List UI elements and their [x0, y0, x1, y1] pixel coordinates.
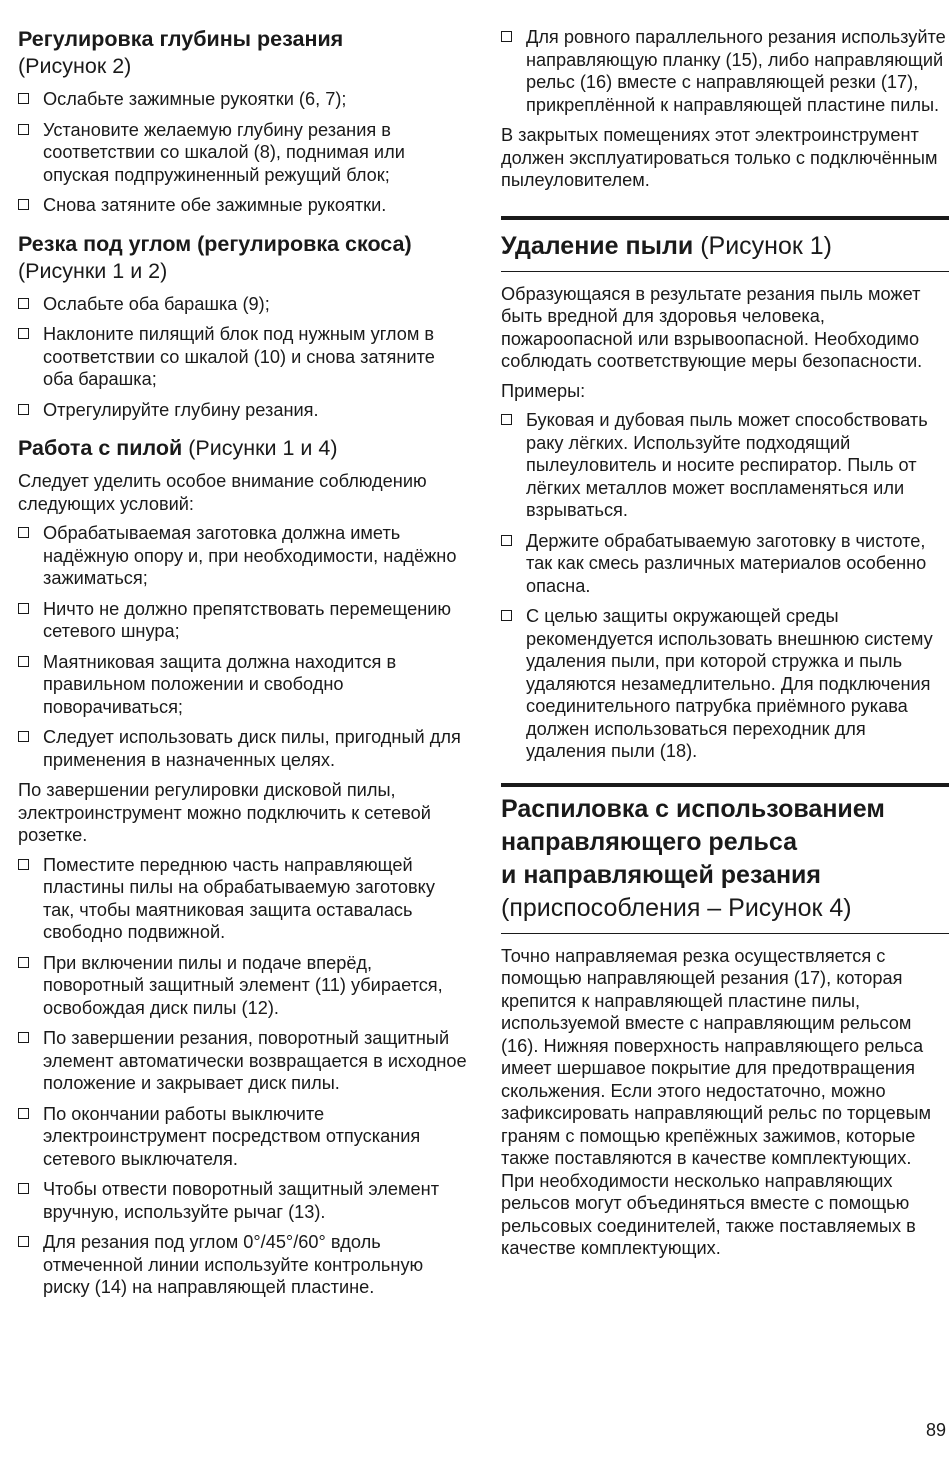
section-dust-extraction [501, 220, 949, 271]
section-divider-thin [501, 933, 949, 934]
section-heading [501, 230, 949, 263]
list-item: По завершении резания, поворотный защитный элемент автоматически возвращается в исходное положение и закрывает диск пилы. [18, 1027, 468, 1095]
section-depth-adjustment [18, 26, 468, 217]
checkbox-list [501, 409, 949, 763]
list-item: Снова затяните обе зажимные рукоятки. [18, 194, 468, 217]
checkbox-list [18, 293, 468, 422]
checkbox-list [18, 88, 468, 217]
heading-title: Регулировка глубины резания [18, 27, 344, 51]
list-item: Чтобы отвести поворотный защитный элемент вручную, используйте рычаг (13). [18, 1178, 468, 1223]
heading-title-line-2: направляющего рельса [501, 827, 797, 856]
checkbox-list [18, 522, 468, 771]
heading-suffix: (Рисунок 1) [700, 231, 832, 260]
section-heading [18, 231, 468, 285]
heading-title-line-3: и направляющей резания [501, 860, 821, 889]
list-item: Наклоните пилящий блок под нужным углом в соответствии со шкалой (10) и снова затяните оба барашка; [18, 323, 468, 391]
paragraph: Примеры: [501, 380, 586, 401]
paragraph: Следует уделить особое внимание соблюдению следующих условий: [18, 471, 427, 514]
paragraph: Образующаяся в результате резания пыль может быть вредной для здоровья человека, пожароопасной или взрывоопасной. Необходимо соблюдать соответствующие меры безопасности. [501, 283, 923, 371]
section-heading [501, 793, 949, 925]
section-heading [18, 435, 468, 462]
list-item: Держите обрабатываемую заготовку в чистоте, так как смесь различных материалов особенно опасна. [501, 530, 949, 598]
heading-suffix: (Рисунки 1 и 4) [188, 436, 338, 460]
heading-title: Удаление пыли [501, 231, 694, 260]
heading-title-line-1: Распиловка с использованием [501, 794, 885, 823]
list-item: Для резания под углом 0°/45°/60° вдоль отмеченной линии используйте контрольную риску (14) на направляющей пластине. [18, 1231, 468, 1299]
heading-subtitle: (Рисунок 2) [18, 54, 132, 78]
list-item: Маятниковая защита должна находится в правильном положении и свободно поворачиваться; [18, 651, 468, 719]
heading-subtitle: (приспособления – Рисунок 4) [501, 893, 852, 922]
paragraph: По завершении регулировки дисковой пилы, электроинструмент можно подключить к сетевой розетке. [18, 780, 431, 845]
checkbox-list [501, 26, 949, 116]
list-item: Ничто не должно препятствовать перемещению сетевого шнура; [18, 598, 468, 643]
list-item: При включении пилы и подаче вперёд, поворотный защитный элемент (11) убирается, освобождая диск пилы (12). [18, 952, 468, 1020]
section-bevel-cut [18, 231, 468, 422]
list-item: Отрегулируйте глубину резания. [18, 399, 468, 422]
heading-title: Резка под углом (регулировка скоса) [18, 231, 412, 256]
section-saw-operation [18, 435, 468, 1299]
list-item: Буковая и дубовая пыль может способствовать раку лёгких. Используйте подходящий пылеуловитель и носите респиратор. Пыль от лёгких металлов может воспламеняться или взрываться. [501, 409, 949, 522]
heading-title: Работа с пилой [18, 436, 183, 460]
list-item: С целью защиты окружающей среды рекомендуется использовать внешнюю систему удаления пыли, при которой стружка и пыль удаляются незамедлительно. Для подключения соединительного патрубка приёмного рукава должен использоваться переходник для удаления пыли (18). [501, 605, 949, 763]
paragraph: Точно направляемая резка осуществляется с помощью направляющей резания (17), которая крепится к направляющей пластине пилы, используемой вместе с направляющим рельсом (16). Нижняя поверхность направляющего рельса имеет шершавое покрытие для предотвращения скольжения. Если этого недостаточно, можно зафиксировать направляющий рельс по торцевым граням с помощью крепёжных зажимов, которые также поставляются в качестве комплектующих. При необходимости несколько направляющих рельсов могут объединяться вместе с помощью рельсовых соединителей, также поставляемых в качестве комплектующих. [501, 945, 931, 1258]
list-item: Ослабьте зажимные рукоятки (6, 7); [18, 88, 468, 111]
checkbox-list [18, 854, 468, 1299]
section-guide-rail [501, 787, 949, 933]
section-heading [18, 26, 468, 80]
list-item: Обрабатываемая заготовка должна иметь надёжную опору и, при необходимости, надёжно зажиматься; [18, 522, 468, 590]
right-column [501, 26, 949, 1267]
list-item: По окончании работы выключите электроинструмент посредством отпускания сетевого выключателя. [18, 1103, 468, 1171]
list-item: Установите желаемую глубину резания в соответствии со шкалой (8), поднимая или опуская подпружиненный режущий блок; [18, 119, 468, 187]
left-column [18, 26, 468, 1313]
section-divider-thin [501, 271, 949, 272]
page-number: 89 [926, 1420, 947, 1440]
list-item: Для ровного параллельного резания используйте направляющую планку (15), либо направляющий рельс (16) вместе с направляющей резки (17), прикреплённой к направляющей пластине пилы. [501, 26, 949, 116]
heading-subtitle: (Рисунки 1 и 2) [18, 258, 168, 283]
list-item: Следует использовать диск пилы, пригодный для применения в назначенных целях. [18, 726, 468, 771]
list-item: Ослабьте оба барашка (9); [18, 293, 468, 316]
paragraph: В закрытых помещениях этот электроинструмент должен эксплуатироваться только с подключённым пылеуловителем. [501, 125, 938, 190]
list-item: Поместите переднюю часть направляющей пластины пилы на обрабатываемую заготовку так, чтобы маятниковая защита оставалась свободно подвижной. [18, 854, 468, 944]
